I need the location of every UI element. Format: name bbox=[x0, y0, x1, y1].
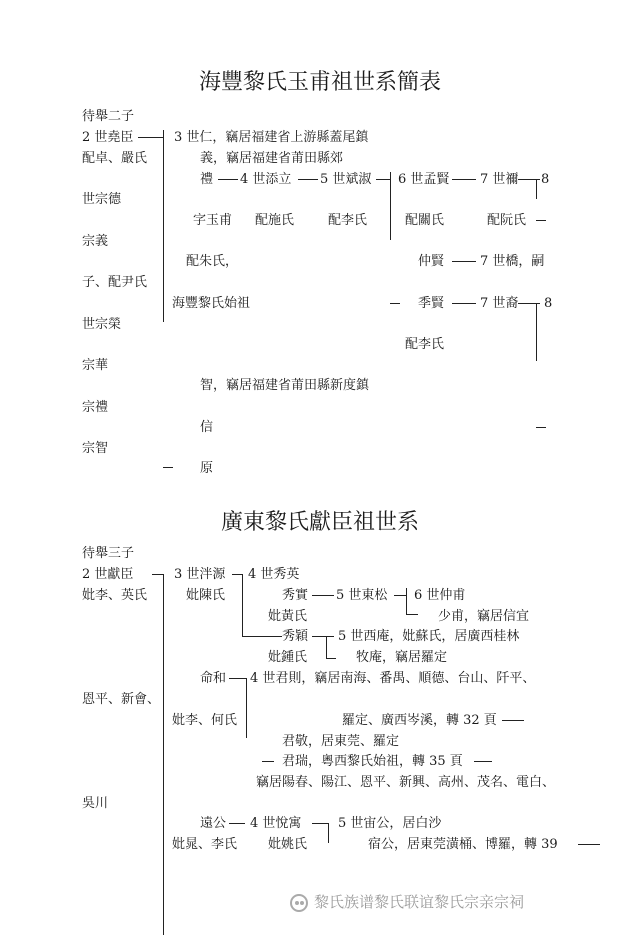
spouse: 配朱氏， bbox=[186, 254, 239, 269]
founder: 海豐黎氏始祖 bbox=[172, 296, 251, 311]
left-text: 宗智 bbox=[82, 441, 109, 456]
spouse: 妣晁、李氏 bbox=[172, 837, 238, 852]
connector-line bbox=[232, 574, 242, 575]
yuangong: 遠公 bbox=[200, 816, 227, 831]
spouse: 妣姚氏 bbox=[268, 837, 308, 852]
connector-line bbox=[326, 658, 336, 659]
left-text: 宗禮 bbox=[82, 400, 109, 415]
gen6-mengxian: 6 世孟賢 bbox=[398, 172, 450, 187]
connector-line bbox=[536, 220, 546, 221]
gen7-qiao: 7 世橋，嗣 bbox=[480, 254, 545, 269]
gen3-zhi: 智，竊居福建省莆田縣新度鎮 bbox=[200, 378, 370, 393]
connector-line bbox=[390, 303, 400, 304]
connector-line bbox=[326, 636, 327, 658]
connector-line bbox=[218, 179, 238, 180]
spouse: 妣鍾氏 bbox=[268, 650, 308, 665]
gen3-panyuan: 3 世泮源 bbox=[174, 567, 226, 582]
gen4-yuehai: 4 世悅寓 bbox=[250, 816, 302, 831]
connector-line bbox=[452, 261, 476, 262]
gen2-xianchen: 2 世獻臣 bbox=[82, 567, 134, 582]
connector-line bbox=[376, 179, 390, 180]
gen7-mi: 7 世禰 bbox=[480, 172, 519, 187]
watermark bbox=[290, 892, 524, 912]
spouse: 妣李、英氏 bbox=[82, 588, 148, 603]
connector-line bbox=[262, 761, 274, 762]
gen5-zhougong: 5 世宙公，居白沙 bbox=[338, 816, 442, 831]
left-text: 恩平、新會、 bbox=[82, 692, 161, 707]
gen-note: 待舉三子 bbox=[82, 546, 135, 561]
spouse: 配關氏 bbox=[405, 213, 445, 228]
sugong: 宿公，居東莞潢桶、博羅，轉 39 bbox=[368, 837, 558, 852]
spouse: 配施氏 bbox=[255, 213, 295, 228]
left-text: 宗華 bbox=[82, 358, 109, 373]
connector-line bbox=[390, 172, 391, 240]
gen6-zhongfu: 6 世仲甫 bbox=[414, 588, 466, 603]
gen-note: 待舉二子 bbox=[82, 109, 135, 124]
wechat-icon bbox=[290, 894, 308, 912]
jiuju: 竊居陽春、陽江、恩平、新興、高州、茂名、電白、 bbox=[256, 775, 556, 790]
connector-line bbox=[163, 467, 173, 468]
connector-line bbox=[312, 823, 328, 824]
connector-line bbox=[229, 678, 247, 679]
gen2-yaochen: 2 世堯臣 bbox=[82, 130, 134, 145]
spouse: 配卓、嚴氏 bbox=[82, 151, 148, 166]
watermark-text: 黎氏族谱黎氏联谊黎氏宗亲宗祠 bbox=[314, 893, 525, 911]
gen5-xian: 5 世西庵，妣蘇氏，居廣西桂林 bbox=[338, 629, 520, 644]
connector-line bbox=[138, 137, 164, 138]
junrui: 君瑞，粵西黎氏始祖，轉 35 頁 bbox=[282, 754, 463, 769]
connector-line bbox=[242, 636, 282, 637]
connector-line bbox=[536, 179, 537, 199]
gen5-binshu: 5 世斌淑 bbox=[320, 172, 372, 187]
table1-title: 海豐黎氏玉甫祖世系簡表 bbox=[198, 70, 441, 95]
connector-line bbox=[312, 595, 334, 596]
spouse: 妣李、何氏 bbox=[172, 713, 238, 728]
spouse: 妣黃氏 bbox=[268, 609, 308, 624]
gen8: 8 bbox=[541, 172, 550, 187]
xiuying: 秀穎 bbox=[282, 629, 309, 644]
connector-line bbox=[502, 720, 524, 721]
minghe: 命和 bbox=[200, 671, 227, 686]
connector-line bbox=[312, 636, 334, 637]
connector-line bbox=[163, 130, 164, 322]
connector-line bbox=[246, 678, 247, 738]
connector-line bbox=[536, 427, 546, 428]
gen4-xiuying: 4 世秀英 bbox=[248, 567, 300, 582]
left-text: 世宗德 bbox=[82, 192, 122, 207]
connector-line bbox=[298, 179, 318, 180]
gen3-xin: 信 bbox=[200, 420, 214, 435]
table2-title: 廣東黎氏獻臣祖世系 bbox=[220, 510, 419, 535]
spouse: 配李氏 bbox=[405, 337, 445, 352]
connector-line bbox=[328, 823, 329, 843]
gen4-junze: 4 世君則，竊居南海、番禺、順德、台山、阡平、 bbox=[250, 671, 536, 686]
spouse: 配李氏 bbox=[328, 213, 368, 228]
left-text: 吳川 bbox=[82, 796, 109, 811]
connector-line bbox=[229, 823, 245, 824]
courtesy-name: 字玉甫 bbox=[193, 213, 233, 228]
left-text: 子、配尹氏 bbox=[82, 275, 148, 290]
connector-line bbox=[242, 574, 243, 636]
connector-line bbox=[394, 595, 406, 596]
left-text: 世宗榮 bbox=[82, 317, 122, 332]
gen3-yi: 義，竊居福建省莆田縣郊 bbox=[200, 151, 344, 166]
connector-line bbox=[536, 303, 537, 361]
xiushi: 秀實 bbox=[282, 588, 309, 603]
gen3-yuan: 原 bbox=[200, 461, 214, 476]
connector-line bbox=[474, 761, 492, 762]
gen7-yi: 7 世裔 bbox=[480, 296, 519, 311]
shaofu: 少甫，竊居信宜 bbox=[438, 609, 530, 624]
gen6-jixian: 季賢 bbox=[418, 296, 445, 311]
gen4-tianli: 4 世添立 bbox=[240, 172, 292, 187]
connector-line bbox=[452, 303, 476, 304]
connector-line bbox=[163, 574, 164, 935]
junjing: 君敬，居東莞、羅定 bbox=[282, 734, 400, 749]
gen6-zhongxian: 仲賢 bbox=[418, 254, 445, 269]
left-text: 宗義 bbox=[82, 234, 109, 249]
connector-line bbox=[578, 844, 600, 845]
gen3-li: 禮 bbox=[200, 172, 214, 187]
luoding: 羅定、廣西岑溪，轉 32 頁 bbox=[342, 713, 497, 728]
connector-line bbox=[406, 614, 418, 615]
muan: 牧庵，竊居羅定 bbox=[356, 650, 448, 665]
gen3-ren: 3 世仁，竊居福建省上游縣蓋尾鎮 bbox=[174, 130, 369, 145]
gen5-dongsong: 5 世東松 bbox=[336, 588, 388, 603]
connector-line bbox=[452, 179, 476, 180]
spouse: 妣陳氏 bbox=[186, 588, 226, 603]
gen8: 8 bbox=[544, 296, 553, 311]
connector-line bbox=[406, 588, 407, 614]
spouse: 配阮氏 bbox=[487, 213, 527, 228]
